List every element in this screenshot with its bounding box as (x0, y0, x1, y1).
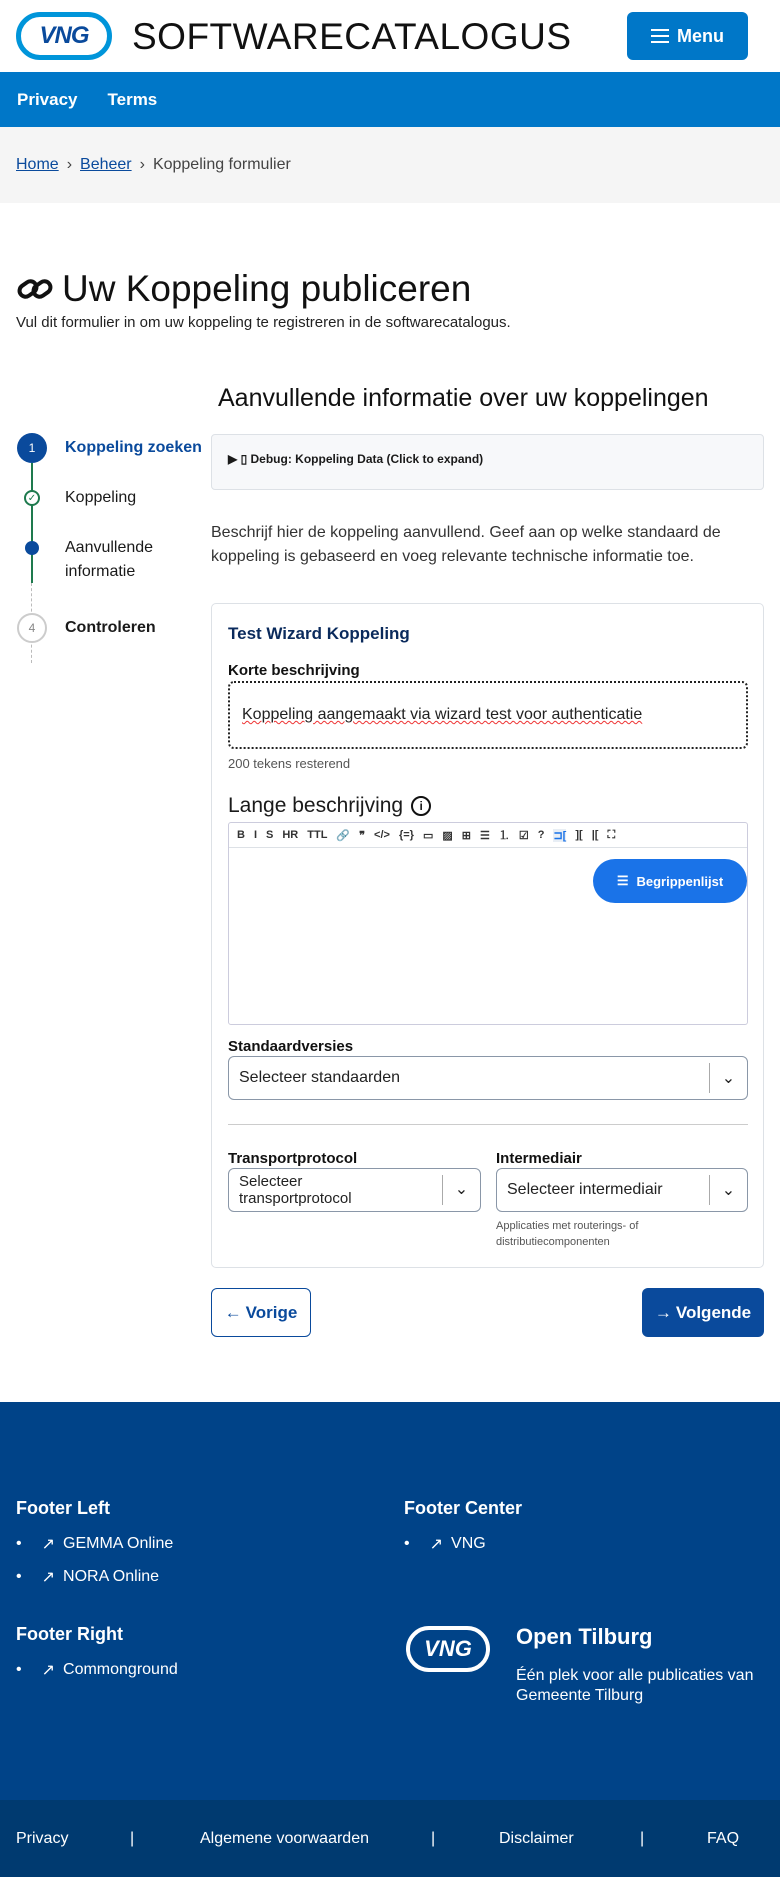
site-title: SOFTWARECATALOGUS (132, 16, 572, 57)
arrow-left-icon: ← (224, 1302, 242, 1322)
toolbar-button[interactable]: S (266, 829, 274, 841)
external-link-icon: • ↗ (41, 1536, 56, 1553)
toolbar-button[interactable]: |[ (591, 829, 599, 841)
begrippenlijst-button[interactable]: ☰ Begrippenlijst (593, 859, 747, 903)
footer-brand-text: Één plek voor alle publicaties van Gemeente Tilburg (516, 1667, 754, 1704)
chevron-right-icon: › (139, 156, 145, 173)
top-nav (0, 72, 780, 127)
bottom-faq[interactable]: FAQ (707, 1830, 740, 1847)
list-icon: ☰ (616, 873, 629, 888)
intermediair-label: Intermediair (496, 1150, 582, 1167)
card-title: Test Wizard Koppeling (228, 624, 410, 643)
page-title: Uw Koppeling publiceren (16, 268, 471, 310)
footer-link[interactable]: • ↗ Commonground (16, 1660, 178, 1680)
footer-left-title: Footer Left (16, 1498, 110, 1518)
toolbar-button[interactable]: ][ (575, 829, 583, 841)
intermediair-select[interactable]: Selecteer intermediair ⌄ (496, 1168, 748, 1212)
standaard-label: Standaardversies (228, 1038, 354, 1055)
step-koppeling-zoeken[interactable]: 1 Koppeling zoeken (17, 433, 202, 483)
footer-right-title: Footer Right (16, 1624, 123, 1644)
bottom-bar: Privacy | Algemene voorwaarden | Disclaimer | FAQ (0, 1800, 780, 1877)
transport-label: Transportprotocol (228, 1150, 358, 1167)
step-koppeling[interactable]: ✓ Koppeling (17, 483, 202, 533)
toolbar-button[interactable]: ▨ (442, 829, 453, 842)
toolbar-button[interactable]: ⛶ (607, 828, 616, 841)
toolbar-button[interactable]: ⊞ (461, 829, 471, 842)
footer-link[interactable]: • ↗ VNG (404, 1534, 486, 1554)
info-icon[interactable]: i (411, 796, 431, 816)
link-icon (16, 274, 54, 304)
editor-toolbar (229, 823, 747, 848)
toolbar-button[interactable]: ▭ (422, 829, 434, 842)
korte-hint: 200 tekens resterend (228, 756, 351, 771)
step-aanvullende-informatie[interactable]: Aanvullende informatie (17, 533, 202, 613)
divider (228, 1124, 748, 1125)
toolbar-button[interactable]: ☑ (518, 829, 529, 842)
bottom-voorwaarden[interactable]: Algemene voorwaarden (200, 1830, 369, 1847)
footer-vng-logo: VNG (406, 1626, 490, 1672)
nav-privacy[interactable]: Privacy (17, 89, 78, 109)
breadcrumb-current: Koppeling formulier (152, 156, 291, 173)
koppeling-card (211, 603, 764, 1268)
toolbar-button[interactable]: ⊐[ (553, 829, 567, 842)
step-controleren[interactable]: 4 Controleren (17, 613, 202, 663)
breadcrumb (0, 127, 780, 203)
toolbar-button[interactable]: 🔗 (336, 829, 351, 842)
chevron-down-icon: ⌄ (442, 1175, 480, 1204)
site-footer (0, 1402, 780, 1800)
form-heading: Aanvullende informatie over uw koppelingen (218, 384, 709, 412)
toolbar-button[interactable]: I (253, 829, 258, 841)
breadcrumb-beheer[interactable]: Beheer (80, 156, 132, 173)
korte-label: Korte beschrijving (228, 662, 360, 679)
menu-button[interactable]: Menu (627, 12, 748, 60)
wizard-steps (17, 433, 202, 663)
toolbar-button[interactable]: ❞ (359, 829, 366, 842)
lange-label: Lange beschrijving i (228, 794, 431, 818)
current-step-dot (25, 541, 39, 555)
korte-beschrijving-input[interactable]: Koppeling aangemaakt via wizard test voor authenticatie (228, 681, 748, 749)
vng-logo[interactable]: VNG (16, 12, 112, 60)
toolbar-button[interactable]: ⒈ (498, 830, 510, 842)
arrow-right-icon: → (654, 1302, 672, 1322)
previous-button[interactable]: ← Vorige (211, 1288, 311, 1337)
footer-brand: Open Tilburg (516, 1624, 653, 1649)
toolbar-button[interactable]: </> (374, 829, 390, 841)
check-circle-icon: ✓ (24, 490, 40, 506)
chevron-right-icon: › (66, 156, 73, 173)
breadcrumb-home[interactable]: Home (16, 156, 59, 173)
external-link-icon: • ↗ (41, 1662, 56, 1679)
toolbar-button[interactable]: HR (282, 829, 299, 841)
bottom-disclaimer[interactable]: Disclaimer (499, 1830, 574, 1847)
page-subtitle: Vul dit formulier in om uw koppeling te registreren in de softwarecatalogus. (16, 314, 511, 331)
external-link-icon: • ↗ (429, 1536, 444, 1553)
intermediair-hint: Applicaties met routerings- of distributiecomponenten (496, 1220, 639, 1248)
debug-toggle[interactable]: ▶ ▯ Debug: Koppeling Data (Click to expand) (211, 434, 764, 490)
toolbar-button[interactable]: ? (537, 829, 545, 841)
standaard-select[interactable]: Selecteer standaarden ⌄ (228, 1056, 748, 1100)
bottom-privacy[interactable]: Privacy (16, 1830, 69, 1847)
chevron-down-icon: ⌄ (709, 1175, 747, 1204)
nav-terms[interactable]: Terms (107, 89, 158, 109)
form-intro: Beschrijf hier de koppeling aanvullend. Geef aan op welke standaard de koppeling is gebaseerd en voeg relevante technische informatie toe. (211, 524, 721, 565)
footer-link[interactable]: • ↗ NORA Online (16, 1567, 173, 1587)
toolbar-button[interactable]: ☰ (479, 829, 490, 842)
site-header (0, 0, 780, 72)
toolbar-button[interactable]: {=} (398, 829, 414, 841)
footer-link[interactable]: • ↗ GEMMA Online (16, 1534, 173, 1554)
transport-select[interactable]: Selecteer transportprotocol ⌄ (228, 1168, 481, 1212)
external-link-icon: • ↗ (41, 1569, 56, 1586)
toolbar-button[interactable]: TTL (307, 829, 328, 841)
next-button[interactable]: → Volgende (642, 1288, 764, 1337)
toolbar-button[interactable]: B (237, 829, 245, 841)
footer-center-title: Footer Center (404, 1498, 523, 1518)
chevron-down-icon: ⌄ (709, 1063, 747, 1092)
hamburger-icon (651, 29, 669, 43)
markdown-editor[interactable] (228, 822, 748, 1025)
